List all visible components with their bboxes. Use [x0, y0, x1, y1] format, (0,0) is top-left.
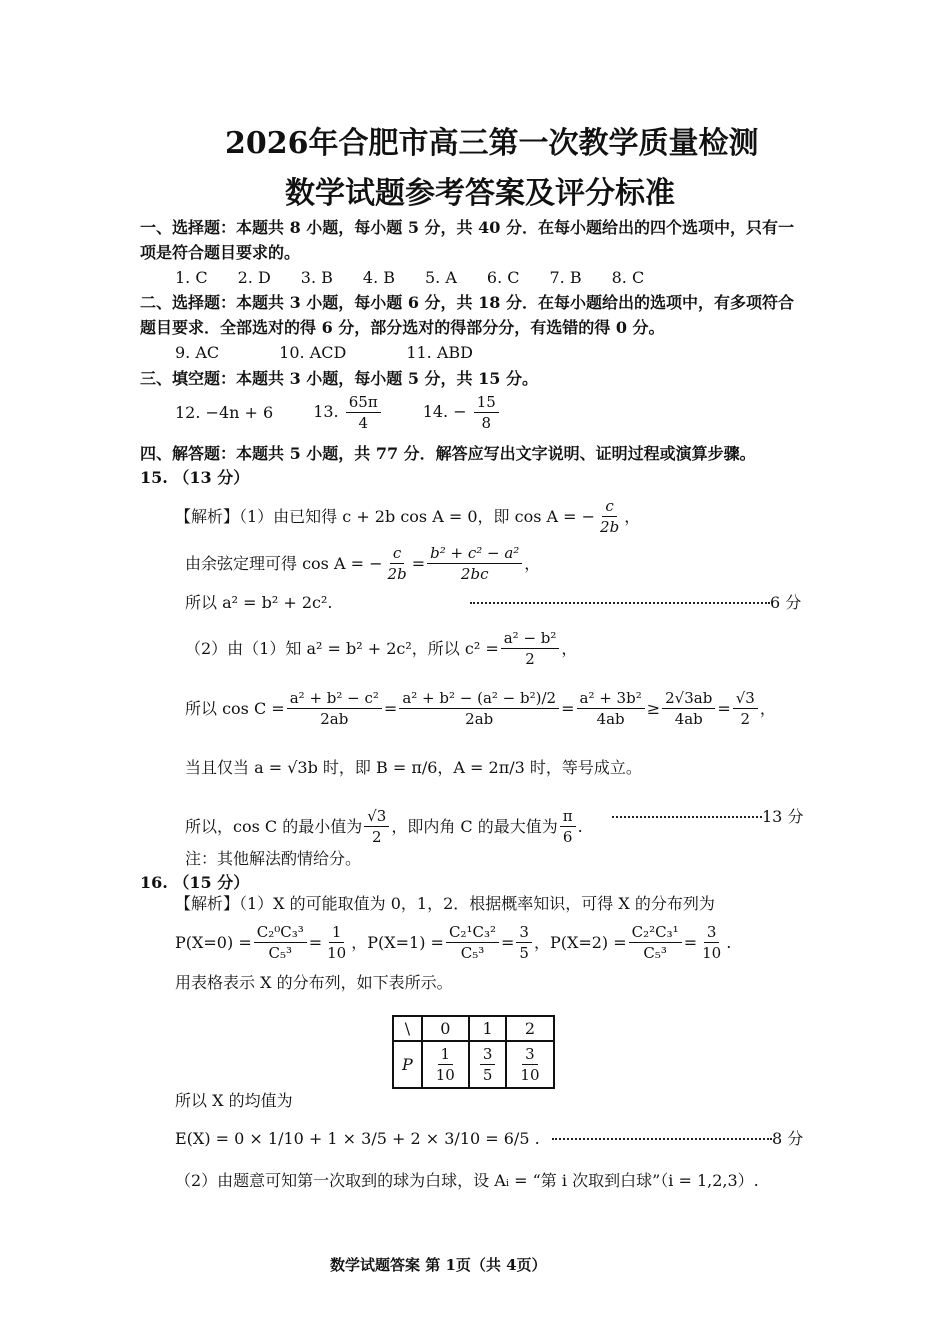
q16-p2-b-value [516, 922, 532, 963]
answer-13-fraction [346, 392, 381, 433]
answer-7: 7. B [549, 268, 582, 287]
q16-part1-line2 [175, 922, 731, 963]
answer-11: 11. ABD [406, 343, 473, 362]
q15-p7-den2: 6 [562, 828, 573, 846]
section-2-line-1: 二、选择题：本题共 3 小题，每小题 6 分，共 18 分．在每小题给出的选项中，有多项符合 [140, 293, 794, 312]
q15-p2-num2: b² + c² − a² [427, 543, 522, 564]
q15-p5-d2: 2ab [465, 710, 494, 728]
q15-score-13-leader [612, 816, 762, 818]
q16-p2-b-v-den: 5 [519, 944, 529, 962]
answer-13-label: 13. [313, 402, 339, 421]
q15-p2-den1: 2b [387, 565, 407, 583]
answer-8: 8. C [611, 268, 645, 287]
section-3-answers [175, 392, 501, 433]
q15-p5-fraction-2 [399, 688, 559, 729]
q15-p2-eq: = [411, 553, 426, 573]
q15-p5-d3: 4ab [596, 710, 625, 728]
table-cell-fraction [480, 1044, 496, 1085]
q16-p2-a-den: C₅³ [268, 944, 292, 962]
q16-p2-a-text: P(X=0) = [175, 932, 252, 952]
q15-p5-eq-3: = [717, 698, 731, 718]
q15-part1-line2 [185, 543, 540, 584]
section-2-answers [175, 342, 473, 364]
answer-13-numerator: 65π [346, 392, 381, 413]
q16-p2-b-num: C₂¹C₃² [446, 922, 499, 943]
q15-part1-line3: 所以 a² = b² + 2c². [185, 593, 333, 612]
q16-p2-a-num: C₂⁰C₃³ [254, 922, 307, 943]
q16-score-8-leader [552, 1138, 772, 1140]
answer-2: 2. D [237, 268, 271, 287]
q16-p2-a-v-den: 10 [327, 944, 347, 962]
section-1-answers [175, 267, 644, 289]
q15-part2-line1 [185, 628, 577, 669]
q15-part1-line1 [175, 496, 640, 537]
answer-3: 3. B [300, 268, 333, 287]
table-header-cell: 1 [469, 1016, 507, 1041]
q15-p7-mid: ，即内角 C 的最大值为 [391, 816, 558, 836]
table-cell [422, 1041, 469, 1088]
distribution-table [392, 1015, 555, 1089]
q16-p2-b-v-num: 3 [516, 922, 532, 943]
q16-p2-b-eq: = [500, 932, 515, 952]
q16-part1-line3: 用表格表示 X 的分布列，如下表所示。 [175, 973, 453, 992]
table-cell-num: 3 [522, 1044, 538, 1065]
table-header-cell: 2 [506, 1016, 553, 1041]
q15-p5-n2: a² + b² − (a² − b²)/2 [399, 688, 559, 709]
q15-p5-fraction-5 [733, 688, 758, 729]
answer-14-label: 14. − [422, 402, 467, 421]
q15-score-6-leader [470, 602, 770, 604]
page-subtitle: 数学试题参考答案及评分标准 [285, 176, 675, 211]
q15-p5-n3: a² + 3b² [577, 688, 645, 709]
q15-note: 注：其他解法酌情给分。 [185, 849, 362, 868]
q15-p5-eq-1: = [383, 698, 398, 718]
q15-p7-period: . [577, 816, 583, 836]
q16-p2-c-text: ，P(X=2) = [533, 932, 627, 952]
section-2-line-2: 题目要求．全部选对的得 6 分，部分选对的得部分分，有选错的得 0 分。 [140, 318, 665, 337]
q15-p5-d5: 2 [740, 710, 751, 728]
q16-p2-period: . [726, 932, 732, 952]
answer-10: 10. ACD [279, 343, 347, 362]
q16-part2-line1: （2）由题意可知第一次取到的球为白球，设 Aᵢ = “第 i 次取到白球”（i = 1,2,3）. [175, 1171, 759, 1190]
table-cell-num: 3 [480, 1044, 496, 1065]
page-footer: 数学试题答案 第 1页（共 4页） [330, 1256, 547, 1274]
section-4-line: 四、解答题：本题共 5 小题，共 77 分．解答应写出文字说明、证明过程或演算步骤。 [140, 444, 756, 463]
q15-p1-fraction [597, 496, 622, 537]
q15-p5-fraction-1 [287, 688, 382, 729]
q16-p2-c-v-num: 3 [704, 922, 720, 943]
answer-12: 12. −4n + 6 [175, 402, 274, 422]
q15-p1-den: 2b [600, 518, 620, 536]
q16-score-8-label: 8 分 [772, 1129, 804, 1148]
answer-6: 6. C [486, 268, 520, 287]
section-3-line: 三、填空题：本题共 3 小题，每小题 5 分，共 15 分。 [140, 369, 538, 388]
q16-p2-c-fraction [629, 922, 682, 963]
q15-p5-n5: √3 [733, 688, 758, 709]
answer-4: 4. B [362, 268, 395, 287]
q15-p5-n4: 2√3ab [662, 688, 715, 709]
q15-p2-comma: ， [524, 553, 541, 573]
q16-p2-c-num: C₂²C₃¹ [629, 922, 682, 943]
q16-p2-a-fraction [254, 922, 307, 963]
table-header-cell: \ [393, 1016, 422, 1041]
answer-5: 5. A [425, 268, 457, 287]
answer-9: 9. AC [175, 343, 220, 362]
q16-score-8 [552, 1128, 803, 1150]
q15-p2-den2: 2bc [460, 565, 489, 583]
q16-p2-c-den: C₅³ [643, 944, 667, 962]
section-1-line-1: 一、选择题：本题共 8 小题，每小题 5 分，共 40 分．在每小题给出的四个选项中，只有一 [140, 218, 794, 237]
q15-p1-comma: ， [624, 506, 641, 526]
q15-p2-num1: c [390, 543, 404, 564]
q15-p1-num: c [602, 496, 616, 517]
q15-p5-text: 所以 cos C = [185, 698, 285, 718]
q15-p1-text: 【解析】（1）由已知得 c + 2b cos A = 0，即 cos A = − [175, 506, 596, 526]
table-row-label: P [393, 1041, 422, 1088]
q16-p2-b-den: C₅³ [460, 944, 485, 962]
answer-1: 1. C [175, 268, 208, 287]
q16-heading: 16. （15 分） [140, 873, 250, 892]
answer-13 [313, 392, 383, 433]
table-cell [469, 1041, 507, 1088]
q15-p2-fraction-2 [427, 543, 522, 584]
q15-p2-text: 由余弦定理可得 cos A = − [185, 553, 383, 573]
table-cell-num: 1 [438, 1044, 454, 1065]
answer-14-numerator: 15 [474, 392, 499, 413]
q16-p2-b-text: ，P(X=1) = [351, 932, 444, 952]
q16-part1-line1: 【解析】（1）X 的可能取值为 0，1，2．根据概率知识，可得 X 的分布列为 [175, 894, 715, 913]
q15-score-6-label: 6 分 [770, 593, 802, 612]
q15-p5-comma: ， [759, 698, 776, 718]
answer-13-denominator: 4 [358, 414, 368, 432]
q15-p4-fraction [501, 628, 560, 669]
q15-heading: 15. （13 分） [140, 468, 250, 487]
q16-part1-line5: E(X) = 0 × 1/10 + 1 × 3/5 + 2 × 3/10 = 6/5 . [175, 1129, 540, 1148]
q15-score-13 [612, 806, 803, 828]
table-cell [506, 1041, 553, 1088]
q15-p7-fraction-2 [560, 806, 576, 847]
page-title: 2026年合肥市高三第一次教学质量检测 [225, 126, 759, 161]
q15-p4-den: 2 [525, 650, 535, 668]
q15-p5-fraction-3 [577, 688, 645, 729]
q15-p7-num: √3 [364, 806, 389, 827]
table-cell-den: 5 [482, 1066, 493, 1084]
q15-p7-num2: π [560, 806, 576, 827]
q15-p5-d1: 2ab [320, 710, 349, 728]
answer-14 [423, 392, 501, 433]
q16-p2-a-eq: = [308, 932, 323, 952]
answer-14-fraction [474, 392, 499, 433]
table-header-cell: 0 [422, 1016, 469, 1041]
answer-14-denominator: 8 [481, 414, 492, 432]
q15-p4-num: a² − b² [501, 628, 560, 649]
q16-p2-c-eq: = [683, 932, 698, 952]
q15-p5-ge: ≥ [646, 698, 661, 718]
q15-p5-n1: a² + b² − c² [287, 688, 382, 709]
q15-part2-line4 [185, 806, 583, 847]
q15-score-13-label: 13 分 [762, 807, 804, 826]
section-1-line-2: 项是符合题目要求的。 [140, 243, 301, 262]
table-cell-den: 10 [520, 1066, 540, 1084]
table-header-row [393, 1016, 554, 1041]
q16-p2-b-fraction [446, 922, 499, 963]
q15-p7-den: 2 [372, 828, 382, 846]
q15-p5-fraction-4 [662, 688, 715, 729]
q16-part1-line4: 所以 X 的均值为 [175, 1091, 293, 1110]
table-row [393, 1041, 554, 1088]
q15-p7-text: 所以，cos C 的最小值为 [185, 816, 363, 836]
distribution-table-grid [392, 1015, 555, 1089]
q15-p4-comma: ， [561, 638, 578, 658]
q16-p2-c-value [699, 922, 724, 963]
q15-p7-fraction-1 [364, 806, 389, 847]
table-cell-fraction [433, 1044, 458, 1085]
q15-part2-line2 [185, 688, 776, 729]
q15-part2-line3: 当且仅当 a = √3b 时，即 B = π/6，A = 2π/3 时，等号成立。 [185, 758, 642, 777]
q15-score-6 [470, 592, 801, 614]
q16-p2-a-value [324, 922, 349, 963]
q16-p2-c-v-den: 10 [702, 944, 722, 962]
table-cell-den: 10 [435, 1066, 455, 1084]
q15-p5-eq-2: = [561, 698, 575, 718]
q15-p5-d4: 4ab [674, 710, 703, 728]
q16-p2-a-v-num: 1 [329, 922, 345, 943]
table-cell-fraction [517, 1044, 542, 1085]
q15-p2-fraction-1 [385, 543, 410, 584]
q15-p4-text: （2）由（1）知 a² = b² + 2c²，所以 c² = [185, 638, 499, 658]
